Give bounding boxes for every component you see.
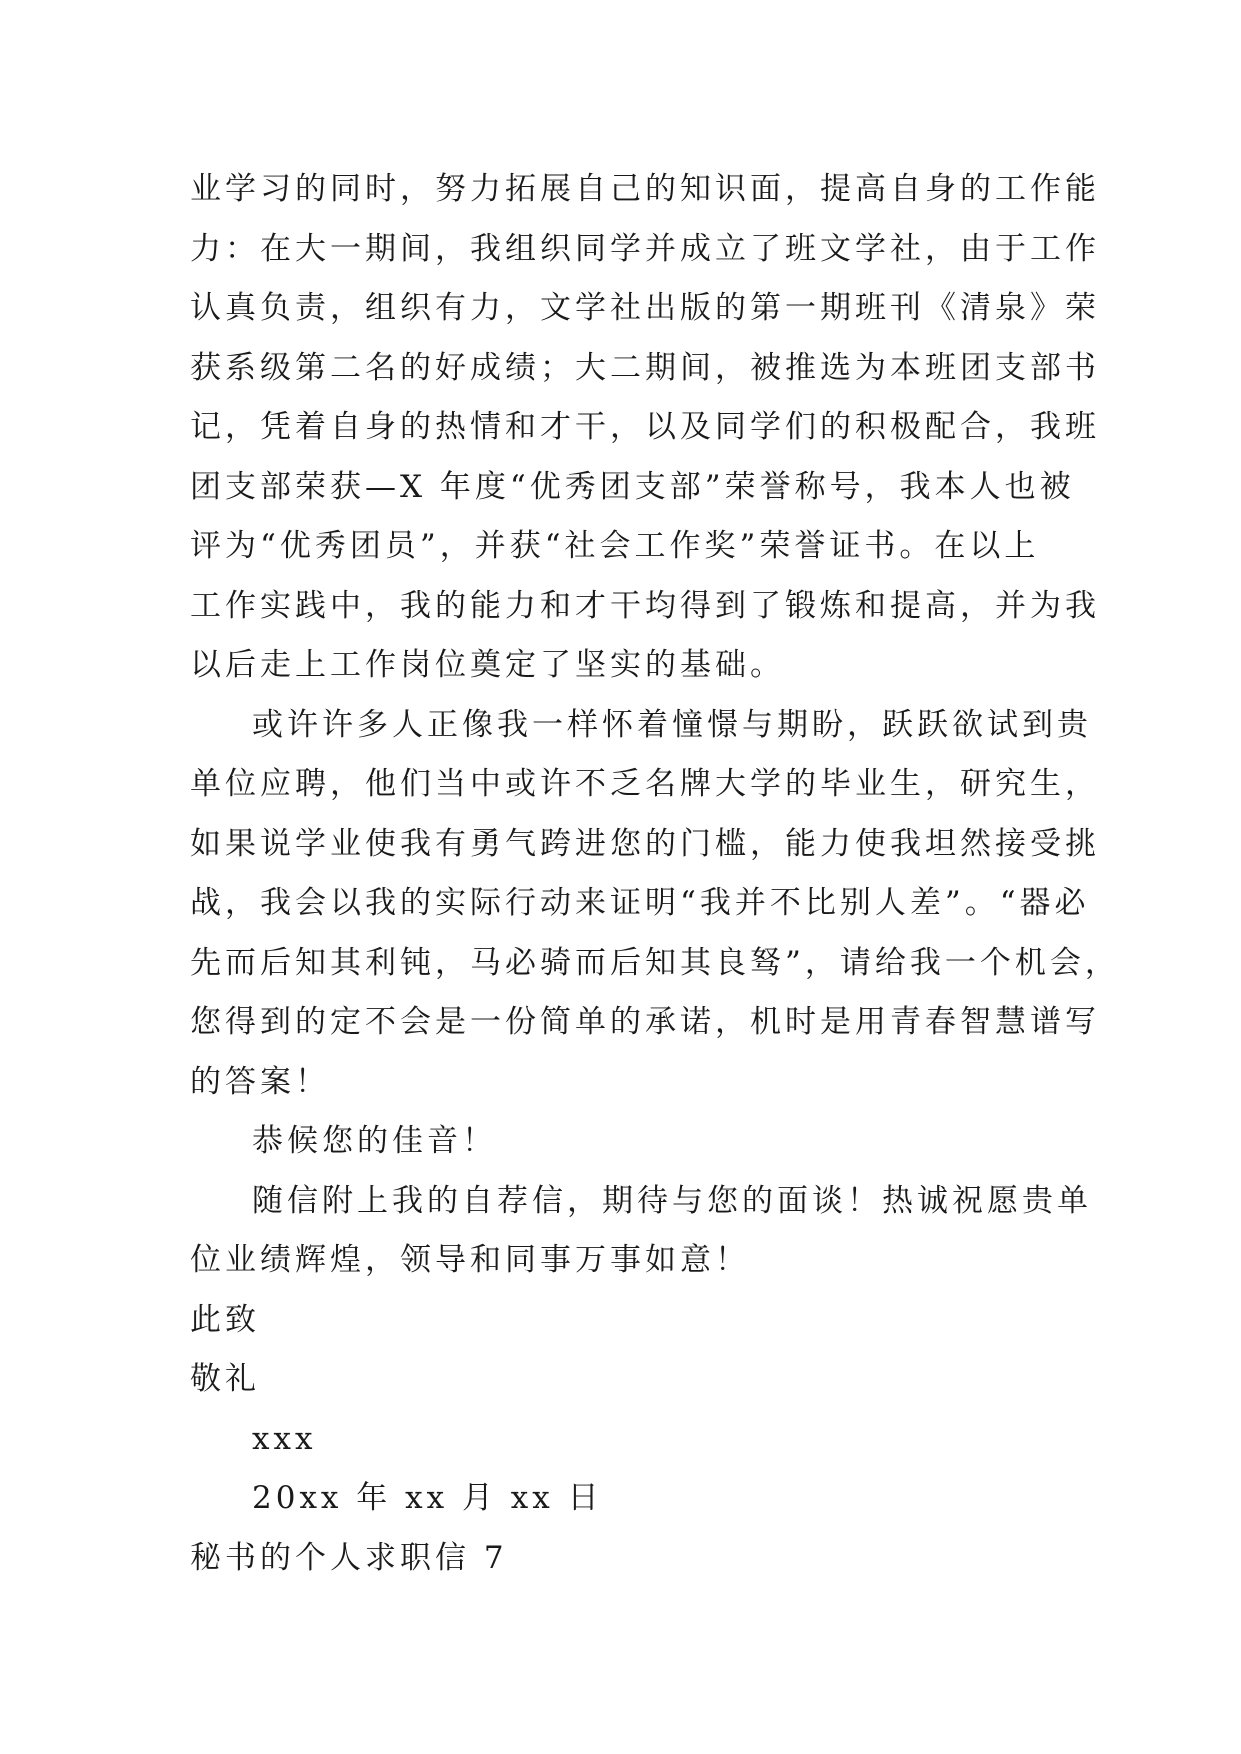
text-line: 团支部荣获—X 年度“优秀团支部”荣誉称号，我本人也被 [190,468,1075,505]
text-line: 单位应聘，他们当中或许不乏名牌大学的毕业生，研究生， [190,766,1100,802]
text-line: 先而后知其利钝，马必骑而后知其良驽”，请给我一个机会， [190,944,1120,981]
signature-name: xxx [252,1420,317,1457]
text-line: 战，我会以我的实际行动来证明“我并不比别人差”。“器必 [190,885,1090,921]
text-line: 的答案！ [190,1063,330,1100]
paragraph-achievements [190,160,1100,696]
text-line: 记，凭着自身的热情和才干，以及同学们的积极配合，我班 [190,409,1100,445]
paragraph-attachment [190,1172,1092,1291]
text-line: 或许许多人正像我一样怀着憧憬与期盼，跃跃欲试到贵 [252,706,1092,743]
salutation-line-1: 此致 [190,1301,260,1338]
signature-date: 20xx 年 xx 月 xx 日 [252,1480,603,1516]
text-line: 认真负责，组织有力，文学社出版的第一期班刊《清泉》荣 [190,290,1100,326]
paragraph-application [190,696,1120,1113]
text-line: 您得到的定不会是一份简单的承诺，机时是用青春智慧谱写 [190,1004,1100,1040]
text-line: 获系级第二名的好成绩；大二期间，被推选为本班团支部书 [190,349,1100,386]
text-line: 评为“优秀团员”，并获“社会工作奖”荣誉证书。在以上 [190,528,1040,564]
text-line: 工作实践中，我的能力和才干均得到了锻炼和提高，并为我 [190,587,1100,624]
next-section-title: 秘书的个人求职信 7 [190,1539,508,1576]
text-line: 业学习的同时，努力拓展自己的知识面，提高自身的工作能 [190,171,1100,207]
text-line: 如果说学业使我有勇气跨进您的门槛，能力使我坦然接受挑 [190,825,1100,862]
text-line: 位业绩辉煌，领导和同事万事如意！ [190,1242,750,1278]
text-line: 随信附上我的自荐信，期待与您的面谈！热诚祝愿贵单 [252,1182,1092,1219]
text-line: 以后走上工作岗位奠定了坚实的基础。 [190,647,785,683]
letter-body [190,160,1120,1588]
salutation-line-2: 敬礼 [190,1361,260,1397]
closing-wait: 恭候您的佳音！ [252,1123,497,1159]
text-line: 力：在大一期间，我组织同学并成立了班文学社，由于工作 [190,230,1100,267]
